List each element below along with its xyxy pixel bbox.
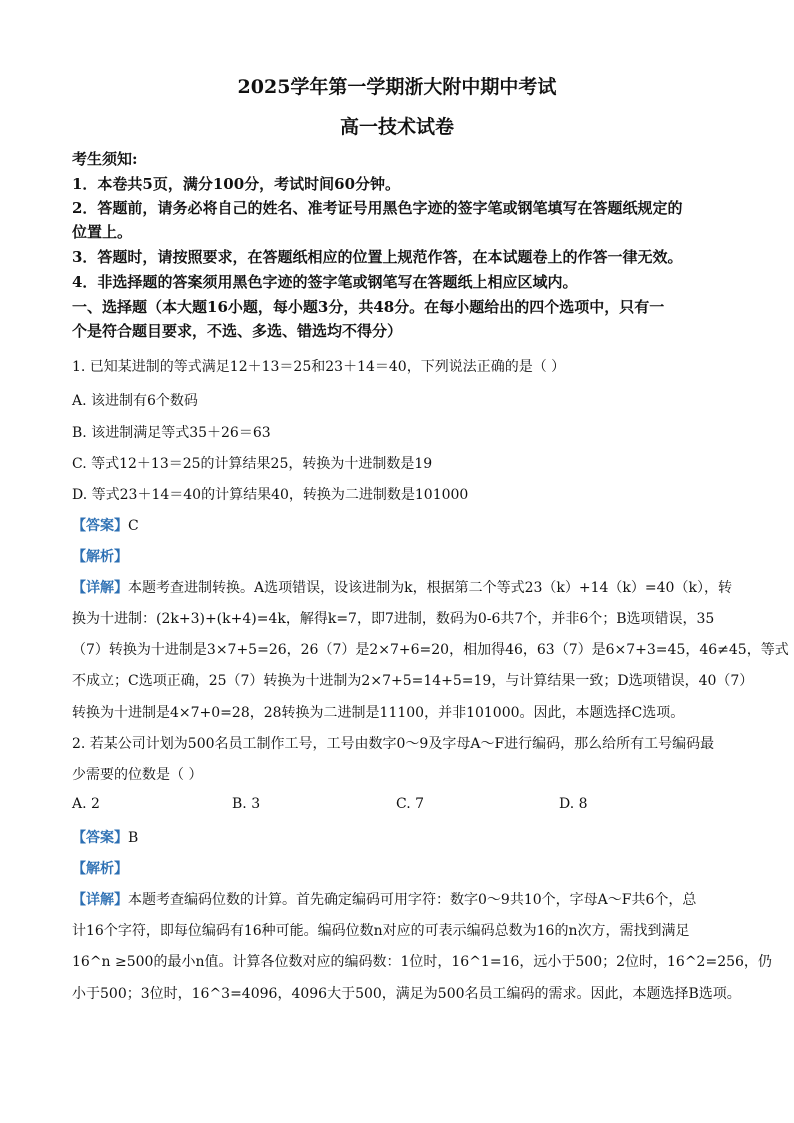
analysis-tag-line bbox=[72, 546, 128, 566]
answer-tag: 【答案】 bbox=[72, 518, 128, 534]
analysis-tag: 【解析】 bbox=[72, 861, 128, 877]
option-d: D. 等式23＋14＝40的计算结果40，转换为二进制数是101000 bbox=[72, 487, 469, 503]
option-a: A. 2 bbox=[72, 796, 100, 812]
detail-text: 本题考查编码位数的计算。首先确定编码可用字符：数字0～9共10个，字母A～F共6个，总 bbox=[128, 892, 697, 908]
option-c: C. 7 bbox=[396, 796, 425, 812]
answer-value: C bbox=[128, 518, 139, 534]
section-heading: 个是符合题目要求，不选、多选、错选均不得分） bbox=[72, 322, 403, 340]
option-b: B. 3 bbox=[232, 796, 261, 812]
detail-line bbox=[72, 577, 732, 597]
notice-heading: 考生须知: bbox=[72, 150, 138, 168]
notice-line: 1．本卷共5页，满分100分，考试时间60分钟。 bbox=[72, 175, 401, 193]
detail-text: 本题考查进制转换。A选项错误，设该进制为k，根据第二个等式23（k）+14（k）=40（k），转 bbox=[128, 580, 732, 596]
detail-line bbox=[72, 889, 696, 909]
detail-text: 16^n ≥500的最小n值。计算各位数对应的编码数：1位时，16^1=16，远小于500；2位时，16^2=256，仍 bbox=[72, 954, 772, 970]
section-heading: 一、选择题（本大题16小题，每小题3分，共48分。在每小题给出的四个选项中，只有一 bbox=[72, 298, 665, 316]
exam-title: 2025学年第一学期浙大附中期中考试 bbox=[237, 76, 557, 98]
detail-text: 计16个字符，即每位编码有16种可能。编码位数n对应的可表示编码总数为16的n次方，需找到满足 bbox=[72, 923, 690, 939]
question-stem: 1. 已知某进制的等式满足12＋13＝25和23＋14＝40，下列说法正确的是（ ） bbox=[72, 359, 566, 375]
analysis-tag: 【解析】 bbox=[72, 549, 128, 565]
detail-text: （7）转换为十进制是3×7+5=26，26（7）是2×7+6=20，相加得46，63（7）是6×7+3=45，46≠45，等式 bbox=[72, 642, 789, 658]
detail-tag: 【详解】 bbox=[72, 580, 128, 596]
notice-line: 2．答题前，请务必将自己的姓名、准考证号用黑色字迹的签字笔或钢笔填写在答题纸规定的 bbox=[72, 199, 683, 217]
notice-line: 位置上。 bbox=[72, 223, 133, 241]
answer-line bbox=[72, 827, 138, 847]
detail-tag: 【详解】 bbox=[72, 892, 128, 908]
option-b: B. 该进制满足等式35＋26＝63 bbox=[72, 425, 271, 441]
question-stem: 少需要的位数是（ ） bbox=[72, 767, 203, 783]
answer-line bbox=[72, 515, 139, 535]
question-stem: 2. 若某公司计划为500名员工制作工号，工号由数字0～9及字母A～F进行编码，那么给所有工号编码最 bbox=[72, 736, 715, 752]
notice-line: 4．非选择题的答案须用黑色字迹的签字笔或钢笔写在答题纸上相应区域内。 bbox=[72, 273, 578, 291]
detail-text: 换为十进制：(2k+3)+(k+4)=4k，解得k=7，即7进制，数码为0-6共7个，并非6个；B选项错误，35 bbox=[72, 611, 715, 627]
exam-subtitle: 高一技术试卷 bbox=[339, 116, 454, 138]
analysis-tag-line bbox=[72, 858, 128, 878]
detail-text: 转换为十进制是4×7+0=28，28转换为二进制是11100，并非101000。因此，本题选择C选项。 bbox=[72, 705, 685, 721]
detail-text: 小于500；3位时，16^3=4096，4096大于500，满足为500名员工编码的需求。因此，本题选择B选项。 bbox=[72, 986, 741, 1002]
answer-tag: 【答案】 bbox=[72, 830, 128, 846]
detail-text: 不成立；C选项正确，25（7）转换为十进制为2×7+5=14+5=19，与计算结果一致；D选项错误，40（7） bbox=[72, 673, 754, 689]
answer-value: B bbox=[128, 830, 139, 846]
option-d: D. 8 bbox=[559, 796, 588, 812]
option-c: C. 等式12＋13＝25的计算结果25，转换为十进制数是19 bbox=[72, 456, 433, 472]
option-a: A. 该进制有6个数码 bbox=[72, 393, 198, 409]
notice-line: 3．答题时，请按照要求，在答题纸相应的位置上规范作答，在本试题卷上的作答一律无效。 bbox=[72, 248, 683, 266]
